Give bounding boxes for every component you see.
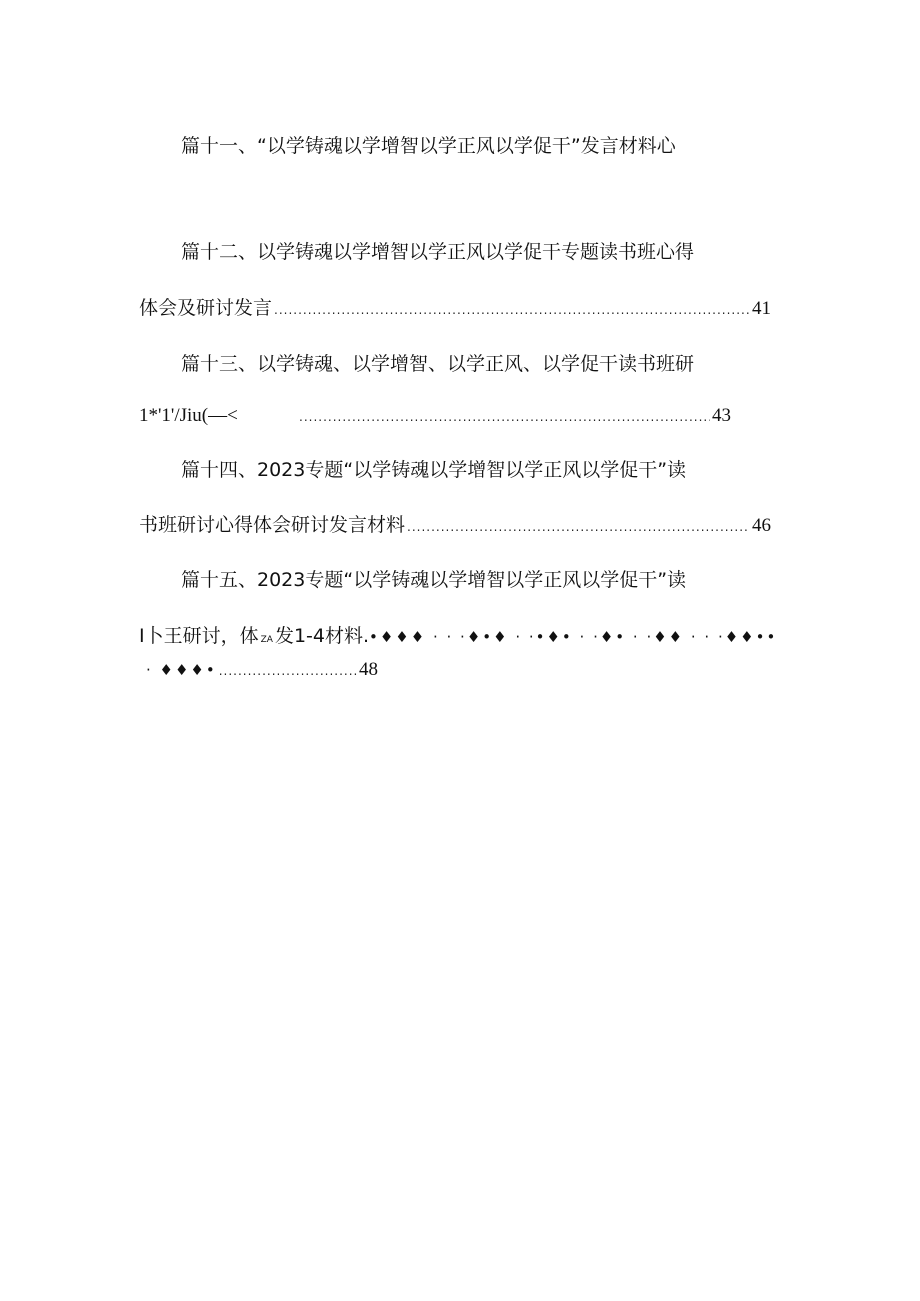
- toc-entry-15-small-mark: ZA: [260, 635, 273, 645]
- toc-entry-11-title: 篇十一、“以学铸魂以学增智以学正风以学促干”发言材料心: [181, 135, 676, 157]
- toc-entry-14[interactable]: [181, 457, 686, 483]
- toc-entry-13-title: 篇十三、以学铸魂、以学增智、以学正风、以学促干读书班研: [181, 353, 695, 375]
- toc-entry-15-continuation[interactable]: [139, 623, 777, 649]
- toc-entry-12-continuation[interactable]: [139, 295, 771, 321]
- toc-entry-14-continuation[interactable]: [139, 512, 771, 538]
- toc-entry-15-leader-noise-2: · ♦♦♦•: [146, 661, 217, 679]
- toc-entry-14-title: 篇十四、2023专题“以学铸魂以学增智以学正风以学促干”读: [181, 459, 687, 481]
- toc-entry-12-title: 篇十二、以学铸魂以学增智以学正风以学促干专题读书班心得: [181, 241, 695, 263]
- toc-entry-15[interactable]: [181, 567, 686, 593]
- toc-entry-15-leader-noise: •♦♦♦ · · ·♦•♦ · ·•♦• · ·♦• · ·♦♦ · · ·♦♦••: [369, 628, 778, 646]
- toc-entry-14-page: 46: [752, 515, 771, 536]
- toc-entry-15-title-cont-b: 发1-4材料.: [274, 625, 370, 647]
- toc-entry-15-title-cont-a: I卜王研讨，体: [139, 625, 259, 647]
- toc-entry-13[interactable]: [181, 351, 694, 377]
- toc-entry-14-title-cont: 书班研讨心得体会研讨发言材料: [139, 514, 406, 536]
- toc-entry-13-page: 43: [712, 405, 731, 426]
- toc-entry-12[interactable]: [181, 239, 694, 265]
- dot-leader: [219, 658, 357, 684]
- toc-entry-15-leader-line[interactable]: [146, 657, 378, 683]
- dot-leader: [274, 297, 750, 323]
- toc-entry-13-title-cont: 1*'1'/Jiu(—<: [139, 405, 238, 426]
- toc-entry-12-title-cont: 体会及研讨发言: [139, 297, 273, 319]
- toc-entry-13-continuation[interactable]: [139, 403, 731, 429]
- dot-leader: [299, 404, 710, 430]
- toc-entry-11[interactable]: [181, 133, 676, 159]
- toc-entry-12-page: 41: [752, 298, 771, 319]
- toc-entry-15-page: 48: [359, 659, 378, 680]
- dot-leader: [407, 514, 750, 540]
- toc-entry-15-title: 篇十五、2023专题“以学铸魂以学增智以学正风以学促干”读: [181, 569, 687, 591]
